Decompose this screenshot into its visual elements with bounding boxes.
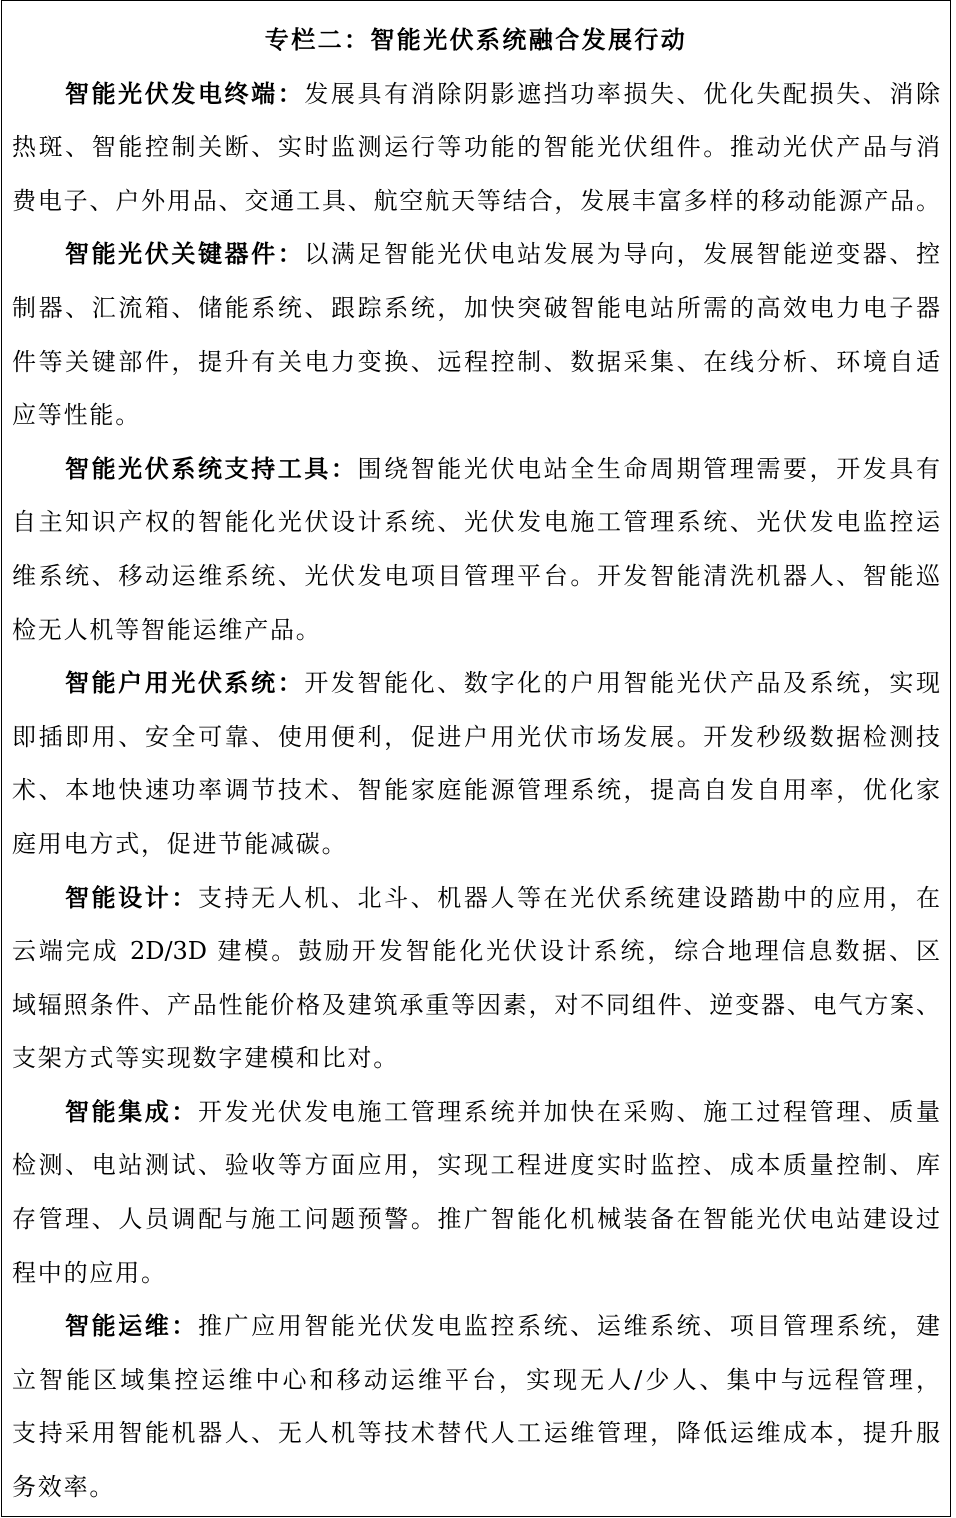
section-line: 云端完成 2D/3D 建模。鼓励开发智能化光伏设计系统，综合地理信息数据、区 [12,937,940,966]
section-heading: 智能设计： [65,883,198,912]
section-smart-pv-terminal [12,68,940,229]
section-heading: 智能集成： [65,1097,198,1126]
section-line: 程中的应用。 [12,1258,167,1287]
section-line: 费电子、户外用品、交通工具、航空航天等结合，发展丰富多样的移动能源产品。 [12,186,940,215]
section-smart-pv-key-components [12,228,940,442]
section-text: 支持无人机、北斗、机器人等在光伏系统建设踏勘中的应用，在 [197,883,940,912]
section-heading: 智能光伏发电终端： [65,79,305,108]
section-line: 应等性能。 [12,401,141,430]
section-heading: 智能户用光伏系统： [65,669,305,698]
section-line: 术、本地快速功率调节技术、智能家庭能源管理系统，提高自发自用率，优化家 [12,776,940,805]
section-smart-pv-support-tools [12,443,940,657]
section-line [12,1086,940,1140]
section-smart-operation-maintenance [12,1300,940,1514]
section-line: 维系统、移动运维系统、光伏发电项目管理平台。开发智能清洗机器人、智能巡 [12,561,940,590]
section-line: 存管理、人员调配与施工问题预警。推广智能化机械装备在智能光伏电站建设过 [12,1205,940,1234]
section-line: 自主知识产权的智能化光伏设计系统、光伏发电施工管理系统、光伏发电监控运 [12,508,940,537]
section-line: 庭用电方式，促进节能减碳。 [12,829,348,858]
column-box [1,0,951,1517]
section-line: 立智能区域集控运维中心和移动运维平台，实现无人/少人、集中与远程管理， [12,1365,940,1394]
section-line: 即插即用、安全可靠、使用便利，促进户用光伏市场发展。开发秒级数据检测技 [12,722,940,751]
section-heading: 智能光伏关键器件： [65,240,305,269]
section-line: 域辐照条件、产品性能价格及建筑承重等因素，对不同组件、逆变器、电气方案、 [12,990,940,1019]
section-line: 检无人机等智能运维产品。 [12,615,322,644]
section-line [12,228,940,282]
section-smart-integration [12,1086,940,1300]
section-smart-household-pv [12,657,940,871]
section-line [12,872,940,926]
section-line [12,657,940,711]
section-line: 务效率。 [12,1473,116,1502]
section-text: 推广应用智能光伏发电监控系统、运维系统、项目管理系统，建 [197,1312,940,1341]
section-line [12,68,940,122]
section-heading: 智能光伏系统支持工具： [65,454,358,483]
section-text: 以满足智能光伏电站发展为导向，发展智能逆变器、控 [304,240,940,269]
section-heading: 智能运维： [65,1312,198,1341]
section-line: 件等关键部件，提升有关电力变换、远程控制、数据采集、在线分析、环境自适 [12,347,940,376]
section-line [12,443,940,497]
section-line: 支持采用智能机器人、无人机等技术替代人工运维管理，降低运维成本，提升服 [12,1419,940,1448]
column-title: 专栏二：智能光伏系统融合发展行动 [264,26,688,54]
section-text: 围绕智能光伏电站全生命周期管理需要，开发具有 [357,454,940,483]
section-line: 热斑、智能控制关断、实时监测运行等功能的智能光伏组件。推动光伏产品与消 [12,133,940,162]
section-line: 支架方式等实现数字建模和比对。 [12,1044,399,1073]
section-line: 检测、电站测试、验收等方面应用，实现工程进度实时监控、成本质量控制、库 [12,1151,940,1180]
section-line: 制器、汇流箱、储能系统、跟踪系统，加快突破智能电站所需的高效电力电子器 [12,293,940,322]
section-text: 发展具有消除阴影遮挡功率损失、优化失配损失、消除 [304,79,940,108]
section-text: 开发光伏发电施工管理系统并加快在采购、施工过程管理、质量 [197,1097,940,1126]
section-smart-design [12,872,940,1086]
section-text: 开发智能化、数字化的户用智能光伏产品及系统，实现 [304,669,940,698]
section-line [12,1300,940,1354]
